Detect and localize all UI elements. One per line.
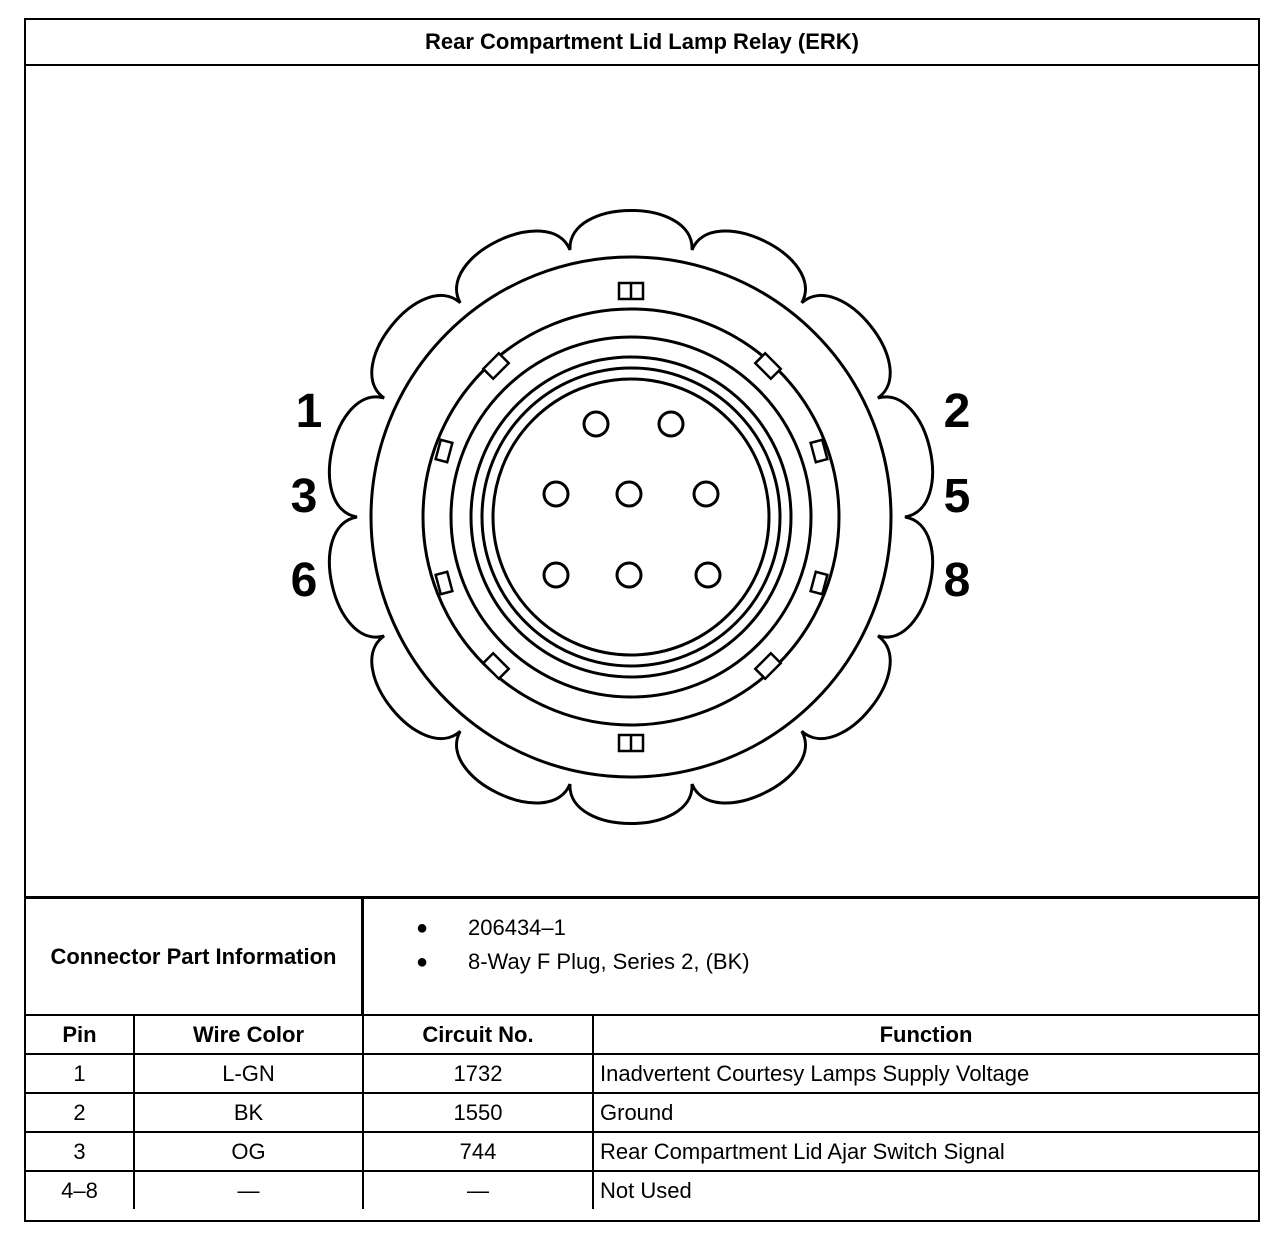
cell-pin: 4–8 <box>26 1171 134 1209</box>
terminal-cavity-2 <box>659 412 683 436</box>
cell-function: Ground <box>593 1093 1258 1132</box>
pin-label-3: 3 <box>290 470 318 523</box>
connector-inner-ring-2 <box>482 368 780 666</box>
cell-circuit-no: — <box>363 1171 593 1209</box>
terminal-cavity-1 <box>584 412 608 436</box>
cell-function: Not Used <box>593 1171 1258 1209</box>
key-tab-lower-right <box>755 653 780 678</box>
column-header-pin: Pin <box>26 1016 134 1054</box>
connector-locking-ring <box>451 337 811 697</box>
key-tab-lower-left <box>483 653 508 678</box>
cell-pin: 3 <box>26 1132 134 1171</box>
table-header-row <box>26 1016 1258 1054</box>
part-description: 8-Way F Plug, Series 2, (BK) <box>468 949 750 974</box>
cell-pin: 2 <box>26 1093 134 1132</box>
cell-circuit-no: 1732 <box>363 1054 593 1093</box>
key-tab-upper-right <box>755 353 780 378</box>
pin-label-2: 2 <box>943 385 971 438</box>
connector-part-information <box>26 896 1258 1016</box>
pin-label-8: 8 <box>943 554 971 607</box>
terminal-cavity-4 <box>617 482 641 506</box>
connector-scalloped-shell <box>329 210 932 823</box>
part-number: 206434–1 <box>468 915 566 940</box>
connector-inner-ring-3 <box>493 379 769 655</box>
cell-wire-color: — <box>134 1171 363 1209</box>
cell-circuit-no: 744 <box>363 1132 593 1171</box>
connector-part-information-label: Connector Part Information <box>26 899 364 1014</box>
column-header-circuit-no: Circuit No. <box>363 1016 593 1054</box>
part-info-item <box>364 911 1258 945</box>
pin-table <box>26 1016 1258 1209</box>
cell-pin: 1 <box>26 1054 134 1093</box>
column-header-wire-color: Wire Color <box>134 1016 363 1054</box>
connector-sheet <box>24 18 1260 1222</box>
terminal-cavity-7 <box>617 563 641 587</box>
pin-label-5: 5 <box>943 470 971 523</box>
terminal-cavity-5 <box>694 482 718 506</box>
column-header-function: Function <box>593 1016 1258 1054</box>
table-row <box>26 1132 1258 1171</box>
cell-wire-color: OG <box>134 1132 363 1171</box>
page-title: Rear Compartment Lid Lamp Relay (ERK) <box>26 20 1258 66</box>
pin-label-1: 1 <box>295 385 323 438</box>
key-tab-upper-left <box>483 353 508 378</box>
table-row <box>26 1171 1258 1209</box>
table-row <box>26 1054 1258 1093</box>
connector-inner-ring-1 <box>471 357 791 677</box>
pin-label-6: 6 <box>290 554 318 607</box>
terminal-cavity-3 <box>544 482 568 506</box>
connector-part-list <box>364 899 1258 1026</box>
cell-circuit-no: 1550 <box>363 1093 593 1132</box>
table-row <box>26 1093 1258 1132</box>
connector-face-view <box>26 66 1258 896</box>
bullet-icon: ● <box>416 917 429 939</box>
cell-wire-color: L-GN <box>134 1054 363 1093</box>
part-info-item <box>364 945 1258 979</box>
cell-function: Inadvertent Courtesy Lamps Supply Voltage <box>593 1054 1258 1093</box>
terminal-cavity-6 <box>544 563 568 587</box>
bullet-icon: ● <box>416 951 429 973</box>
cell-wire-color: BK <box>134 1093 363 1132</box>
cell-function: Rear Compartment Lid Ajar Switch Signal <box>593 1132 1258 1171</box>
terminal-cavities <box>544 412 720 587</box>
terminal-cavity-8 <box>696 563 720 587</box>
connector-outer-ring <box>371 257 891 777</box>
connector-diagram <box>26 66 1258 896</box>
